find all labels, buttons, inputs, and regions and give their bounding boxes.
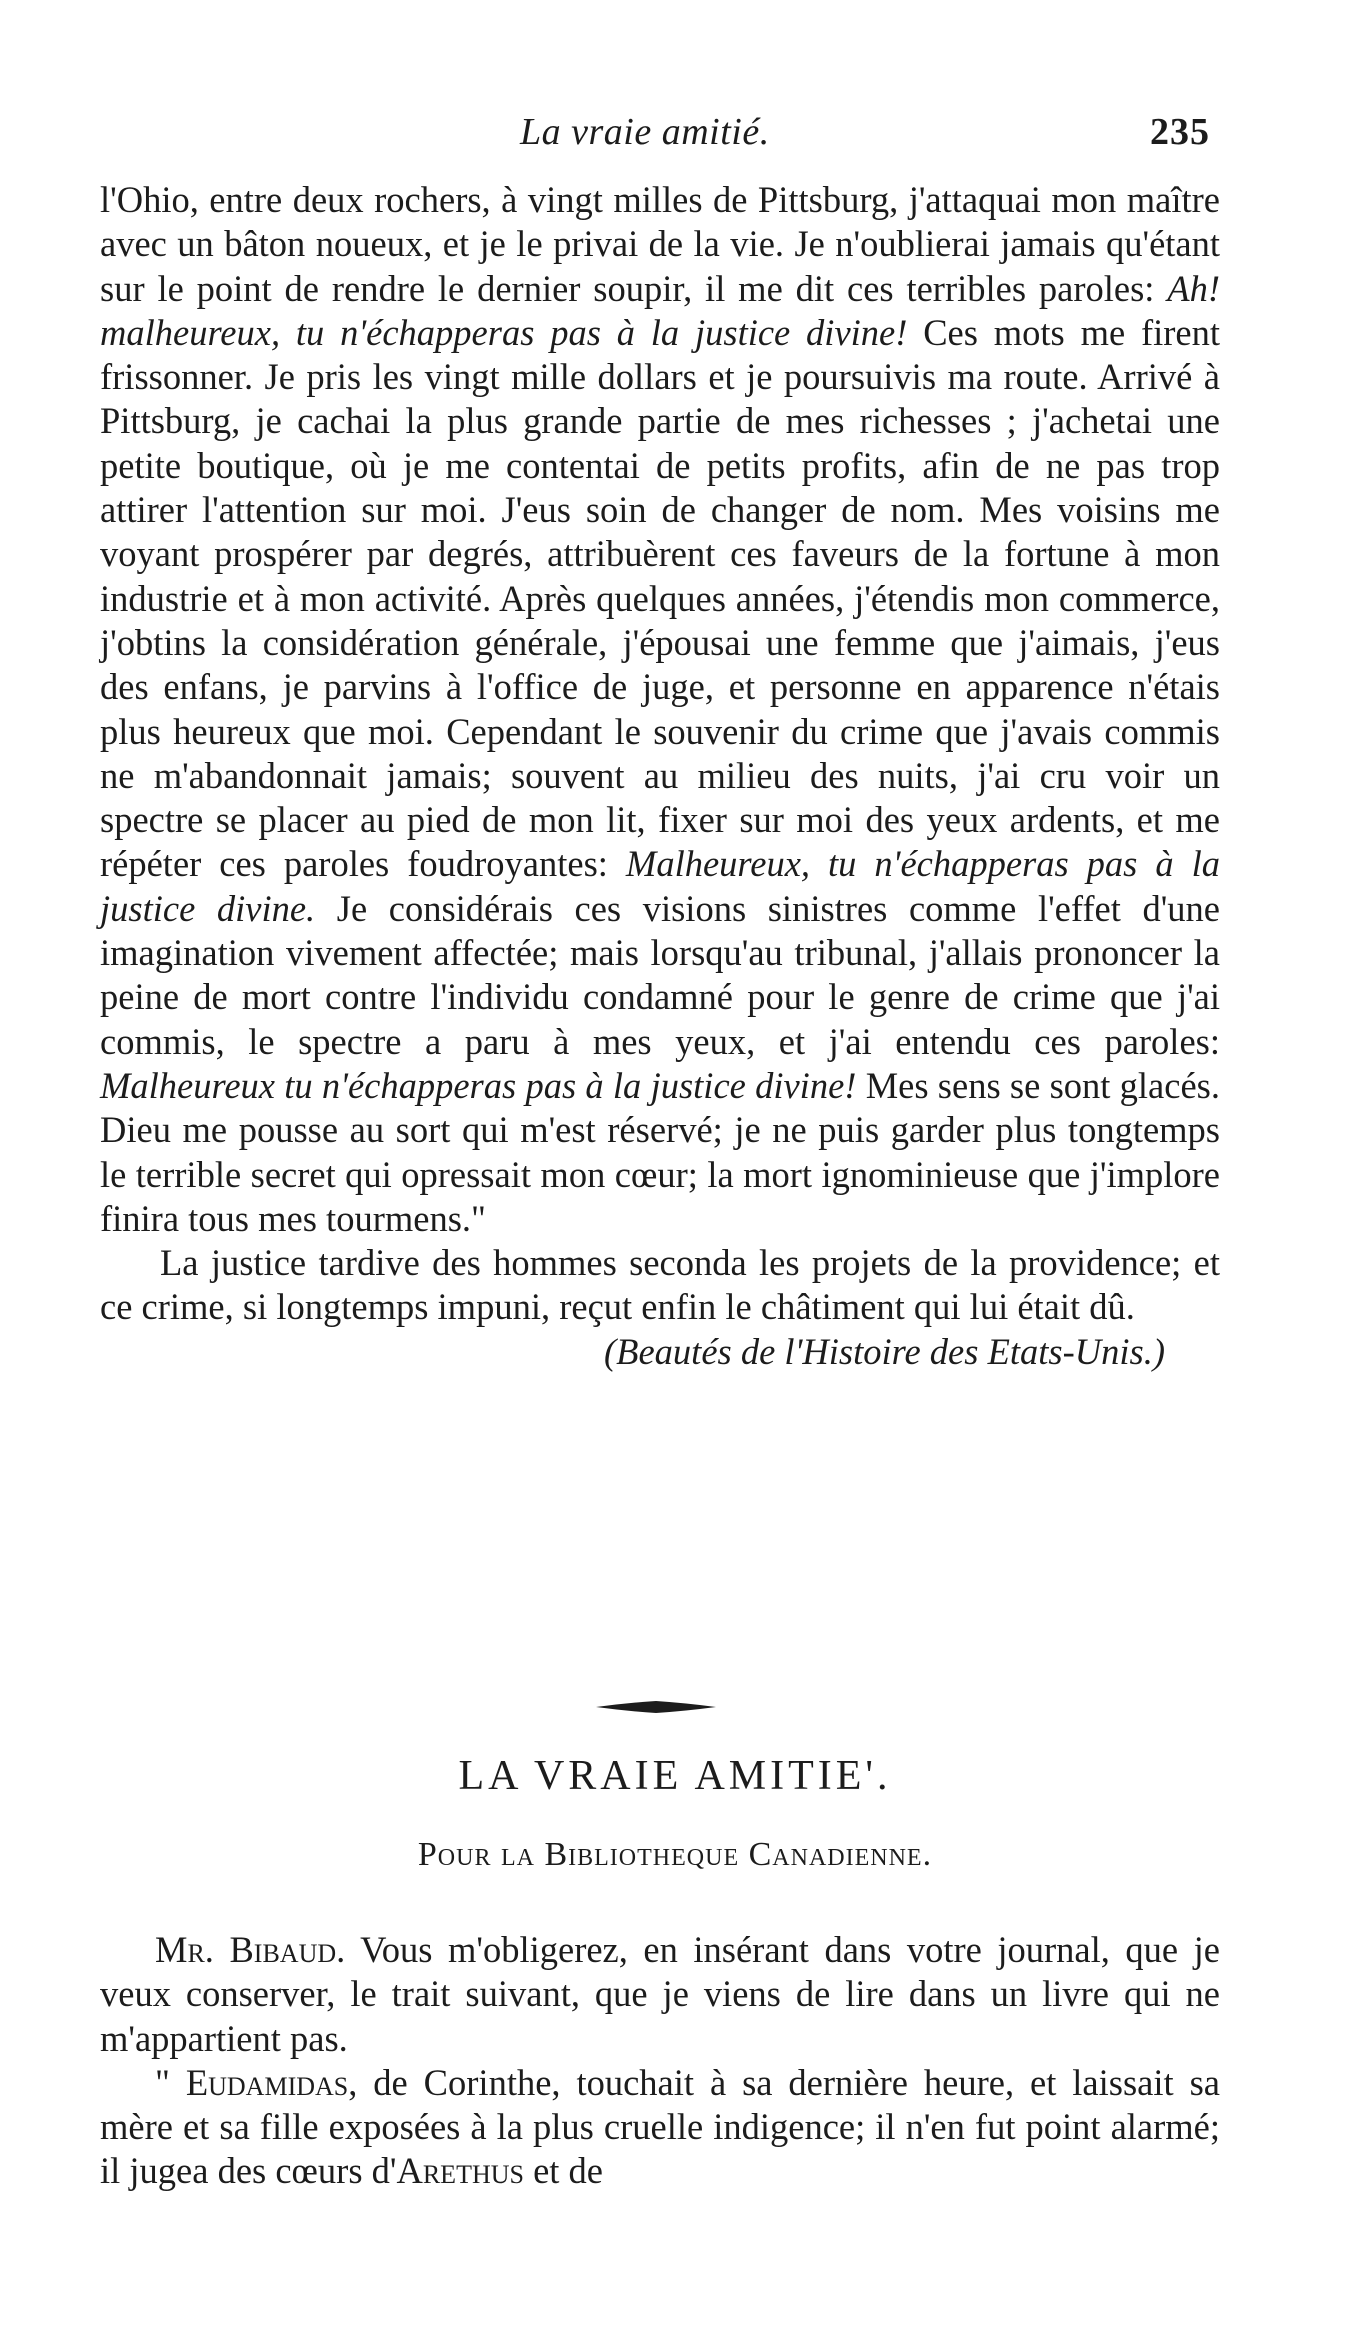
ornamental-rule	[596, 1700, 716, 1714]
person-name: Eudamidas	[185, 2061, 349, 2103]
letter-text-run: "	[155, 2061, 186, 2103]
section-subtitle: Pour la Bibliotheque Canadienne.	[417, 1836, 933, 1873]
story-text-run: Je considérais ces visions sinistres comme l'effet d'une imagination vivement affectée; mais lorsqu'au tribunal, j'allais prononcer la peine de mort contre l'individu condamné pour le genre de crime que j'ai commis, le spectre a paru à mes yeux, et j'ai entendu ces paroles:	[100, 887, 1220, 1062]
letter-text-run: , de Corinthe, touchait à sa dernière heure, et laissait sa mère et sa fille exposées à la plus cruelle indigence; il n'en fut point alarmé; il jugea des cœurs d'	[100, 2061, 1220, 2192]
page-number: 235	[1150, 111, 1210, 153]
letter-text	[100, 1928, 1220, 2194]
letter-paragraph	[100, 2061, 1220, 2194]
running-title: La vraie amitié.	[520, 111, 770, 153]
story-text-run: Ces mots me firent frissonner. Je pris les vingt mille dollars et je poursuivis ma route. Arrivé à Pittsburg, je cachai la plus grande partie de mes richesses ; j'achetai une petite boutique, où je me contentai de petits profits, afin de ne pas trop attirer l'attention sur moi. J'eus soin de changer de nom. Mes voisins me voyant prospérer par degrés, attribuèrent ces faveurs de la fortune à mon industrie et à mon activité. Après quelques années, j'étendis mon commerce, j'obtins la considération générale, j'épousai une femme que j'aimais, j'eus des enfans, je parvins à l'office de juge, et personne en apparence n'étais plus heureux que moi. Cependant le souvenir du crime que j'avais commis ne m'abandonnait jamais; souvent au milieu des nuits, j'ai cru voir un spectre se placer au pied de mon lit, fixer sur moi des yeux ardents, et me répéter ces paroles foudroyantes:	[100, 311, 1221, 885]
italic-quote: Ah! malheureux, tu n'échapperas pas à la justice divine!	[100, 267, 1220, 353]
italic-quote: Malheureux, tu n'échapperas pas à la justice divine.	[100, 843, 1220, 929]
addressee: Mr. Bibaud.	[155, 1929, 346, 1970]
letter-paragraph	[100, 1928, 1220, 2061]
running-head	[100, 110, 1230, 160]
story-text-run: Mes sens se sont glacés. Dieu me pousse au sort qui m'est réservé; je ne puis garder plus tongtemps le terrible secret qui opressait mon cœur; la mort ignominieuse que j'implore finira tous mes tourmens."	[100, 1064, 1220, 1239]
person-name: Arethus	[396, 2150, 524, 2192]
story-text	[100, 178, 1220, 1374]
source-citation: (Beautés de l'Histoire des Etats-Unis.)	[604, 1330, 1165, 1372]
story-conclusion: La justice tardive des hommes seconda les projets de la providence; et ce crime, si longtemps impuni, reçut enfin le châtiment qui lui était dû.	[100, 1242, 1220, 1328]
story-paragraph	[100, 178, 1220, 1241]
italic-quote: Malheureux tu n'échapperas pas à la justice divine!	[100, 1064, 857, 1106]
section-title: LA VRAIE AMITIE'.	[458, 1753, 892, 1799]
letter-text-run: Vous m'obligerez, en insérant dans votre journal, que je veux conserver, le trait suivant, que je viens de lire dans un livre qui ne m'appartient pas.	[100, 1929, 1220, 2059]
story-text-run: l'Ohio, entre deux rochers, à vingt milles de Pittsburg, j'attaquai mon maître avec un bâton noueux, et je le privai de la vie. Je n'oublierai jamais qu'étant sur le point de rendre le dernier soupir, il me dit ces terribles paroles:	[100, 179, 1220, 309]
letter-text-run: et de	[523, 2150, 604, 2192]
